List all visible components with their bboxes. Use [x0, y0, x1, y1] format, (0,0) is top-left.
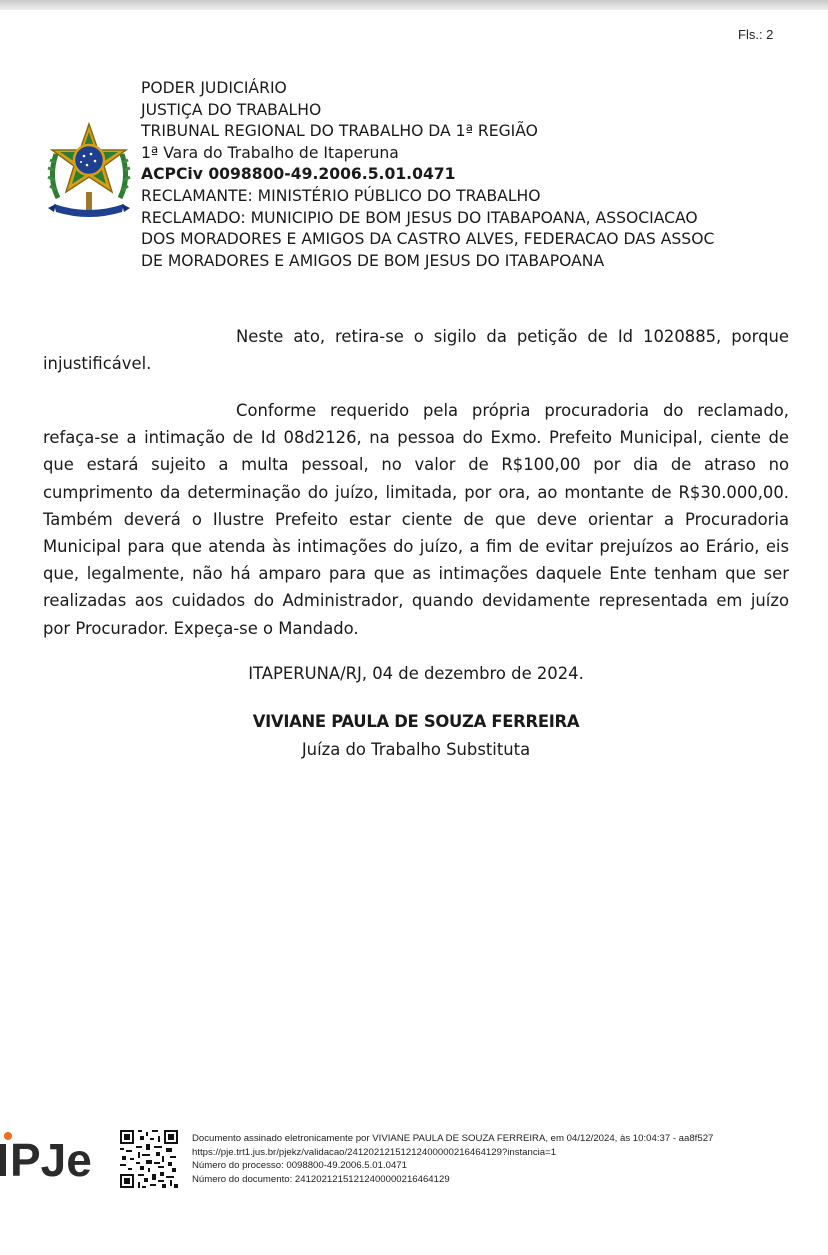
signer-name: VIVIANE PAULA DE SOUZA FERREIRA [252, 712, 580, 731]
footer-line: Número do documento: 24120212151212400000216464129 [192, 1173, 450, 1185]
footer-line: Número do processo: 0098800-49.2006.5.01.0471 [192, 1160, 407, 1172]
header-line: 1ª Vara do Trabalho de Itaperuna [141, 143, 399, 162]
body-paragraph [43, 323, 789, 377]
party-line: RECLAMANTE: MINISTÉRIO PÚBLICO DO TRABALHO [141, 186, 541, 205]
paragraph-text: Neste ato, retira-se o sigilo da petição de Id 1020885, porque injustificável. [43, 327, 789, 374]
party-line: DOS MORADORES E AMIGOS DA CASTRO ALVES, FEDERACAO DAS ASSOC [141, 230, 715, 249]
pje-logo-icon [0, 1128, 115, 1184]
header-line: PODER JUDICIÁRIO [141, 79, 287, 97]
signer-role: Juíza do Trabalho Substituta [301, 740, 531, 759]
validation-link[interactable]: https://pje.trt1.jus.br/pjekz/validacao/24120212151212400000216464129?instancia=1 [192, 1146, 557, 1158]
body-paragraph [43, 397, 789, 642]
qr-code-icon [120, 1130, 178, 1188]
footer-line: Documento assinado eletronicamente por VIVIANE PAULA DE SOUZA FERREIRA, em 04/12/2024, às 10:04:37 - aa8f527 [192, 1133, 714, 1144]
header-line: TRIBUNAL REGIONAL DO TRABALHO DA 1ª REGIÃO [141, 122, 538, 141]
pje-logo-text: PJe [10, 1134, 92, 1184]
document-header [141, 78, 801, 272]
signature-footer [192, 1132, 713, 1186]
top-edge [0, 0, 828, 10]
signature-date: ITAPERUNA/RJ, 04 de dezembro de 2024. [248, 664, 584, 683]
party-line: RECLAMADO: MUNICIPIO DE BOM JESUS DO ITABAPOANA, ASSOCIACAO [141, 208, 698, 227]
page-label: Fls.: 2 [738, 27, 774, 42]
coat-of-arms-icon [44, 120, 134, 220]
case-number: ACPCiv 0098800-49.2006.5.01.0471 [141, 165, 456, 184]
party-line: DE MORADORES E AMIGOS DE BOM JESUS DO ITABAPOANA [141, 251, 605, 270]
paragraph-text: Conforme requerido pela própria procuradoria do reclamado, refaça-se a intimação de Id 08d2126, na pessoa do Exmo. Prefeito Municipal, ciente de que estará sujeito a multa pessoal, no valor de R$100,00 por dia de atraso no cumprimento da determinação do juízo, limitada, por ora, ao montante de R$30.000,00. Também deverá o Ilustre Prefeito estar ciente de que deve orientar a Procuradoria Municipal para que atenda às intimações do juízo, a fim de evitar prejuízos ao Erário, eis que, legalmente, não há amparo para que as intimações daquele Ente tenham que ser realizadas aos cuidados do Administrador, quando devidamente representada em juízo por Procurador. Expeça-se o Mandado. [43, 401, 789, 638]
header-line: JUSTIÇA DO TRABALHO [141, 100, 322, 119]
